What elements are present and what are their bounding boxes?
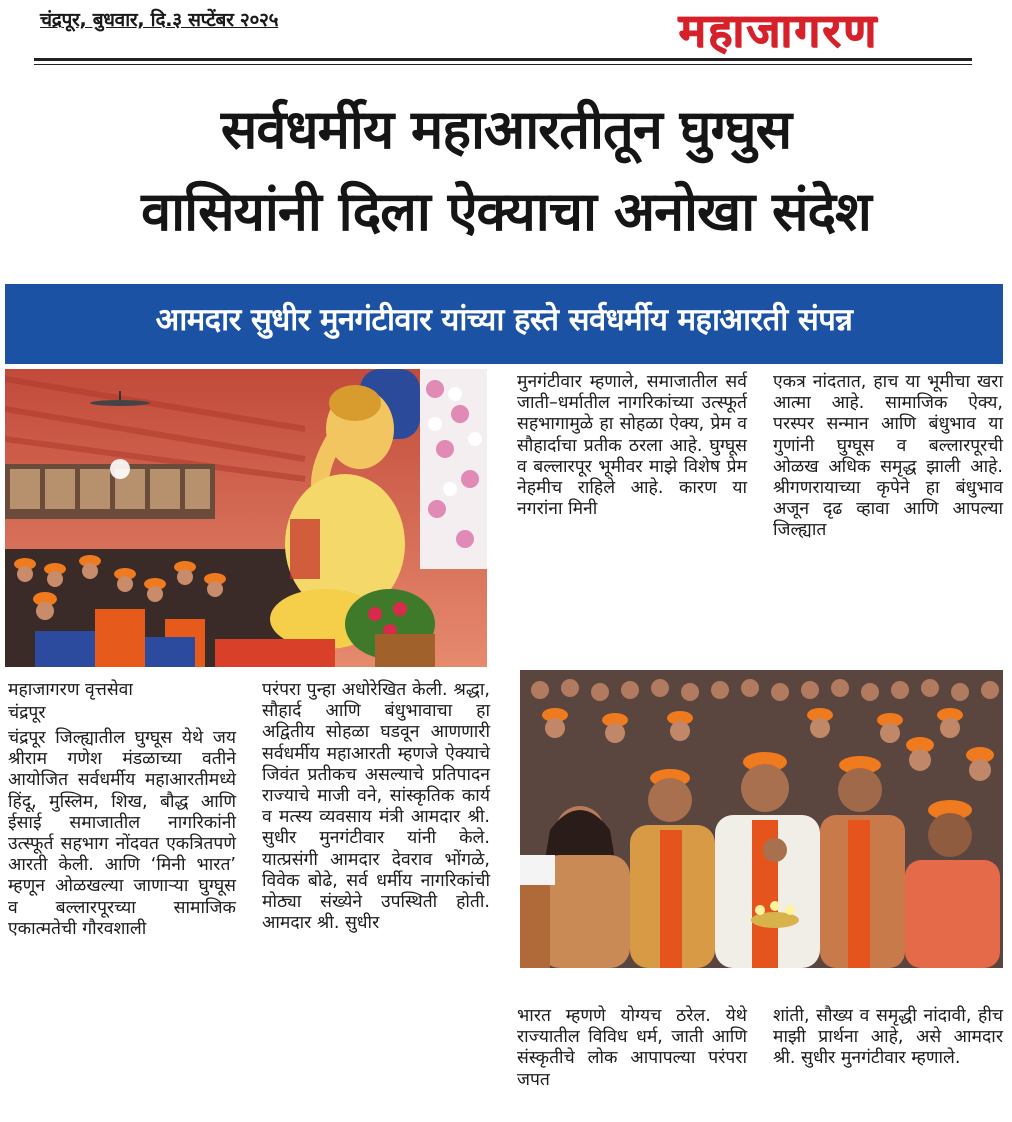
article-column-4-top — [773, 372, 1003, 542]
article-column-4-bottom — [773, 1006, 1003, 1070]
subheadline: आमदार सुधीर मुनगंटीवार यांच्या हस्ते सर्वधर्मीय महाआरती संपन्न — [155, 302, 853, 338]
article-col2-text: परंपरा पुन्हा अधोरेखित केली. श्रद्धा, सौहार्द आणि बंधुभावाचा हा अद्वितीय सोहळा घडवून आणणारी सर्वधर्मीय महाआरती म्हणजे ऐक्याचे जिवंत प्रतीकच असल्याचे प्रतिपादन राज्याचे माजी वने, सांस्कृतिक कार्य व मत्स्य व्यवसाय मंत्री आमदार श्री. सुधीर मुनगंटीवार यांनी केले. यात्प्रसंगी आमदार देवराव भोंगळे, विवेक बोढे, सर्व धर्मीय नागरिकांची मोठ्या संख्येने उपस्थिती होती. आमदार श्री. सुधीर — [262, 680, 490, 934]
headline-line-1: सर्वधर्मीय महाआरतीतून घुग्घुस — [220, 98, 792, 161]
masthead-rule — [34, 58, 972, 61]
article-col4-bottom-text: शांती, सौख्य व समृद्धी नांदावी, हीच माझी प्रार्थना आहे, असे आमदार श्री. सुधीर मुनगंटीवार म्हणाले. — [773, 1006, 1003, 1069]
article-column-2 — [262, 680, 490, 934]
headline-line-2: वासियांनी दिला ऐक्याचा अनोखा संदेश — [141, 180, 871, 243]
article-col3-top-text: मुनगंटीवार म्हणाले, समाजातील सर्व जाती–धर्मातील नागरिकांच्या उत्स्फूर्त सहभागामुळे हा सोहळा ऐक्य, प्रेम व सौहार्दाचा प्रतीक ठरला आहे. घुग्घूस व बल्लारपूर भूमीवर माझे विशेष प्रेम नेहमीच राहिले आहे. कारण या नगरांना मिनी — [517, 372, 747, 520]
photo-ganesh-pandal — [5, 369, 487, 667]
article-column-1 — [8, 728, 236, 940]
article-column-3-top — [517, 372, 747, 520]
article-col3-bottom-text: भारत म्हणणे योग्यच ठरेल. येथे राज्यातील विविध धर्म, जाती आणि संस्कृतीचे लोक आपापल्या परंपरा जपत — [517, 1006, 747, 1090]
aarti-crowd-illustration — [520, 670, 1003, 968]
masthead-rule-thin — [34, 64, 972, 65]
photo-leaders-aarti — [520, 670, 1003, 968]
article-column-3-bottom — [517, 1006, 747, 1091]
byline-agency: महाजागरण वृत्तसेवा — [8, 680, 133, 700]
dateline: चंद्रपूर, बुधवार, दि.३ सप्टेंबर २०२५ — [40, 9, 279, 31]
article-col1-text: चंद्रपूर जिल्ह्यातील घुग्घूस येथे जय श्रीराम गणेश मंडळाच्या वतीने आयोजित सर्वधर्मीय महाआरतीमध्ये हिंदू, मुस्लिम, शिख, बौद्ध आणि ईसाई समाजातील नागरिकांनी उत्स्फूर्त सहभाग नोंदवत एकत्रितपणे आरती केली. आणि ‘मिनी भारत’ म्हणून ओळखल्या जाणाऱ्या घुग्घूस व बल्लारपूरच्या सामाजिक एकात्मतेची गौरवशाली — [8, 728, 236, 939]
article-col4-top-text: एकत्र नांदतात, हाच या भूमीचा खरा आत्मा आहे. सामाजिक ऐक्य, परस्पर सन्मान आणि बंधुभाव या गुणांनी घुग्घूस व बल्लारपूरची ओळख अधिक समृद्ध झाली आहे. श्रीगणरायाच्या कृपेने हा बंधुभाव अजून दृढ व्हावा आणि आपल्या जिल्ह्यात — [773, 372, 1003, 541]
byline-place: चंद्रपूर — [8, 703, 46, 723]
masthead-logo: महाजागरण — [678, 3, 878, 57]
ganesh-pandal-illustration — [5, 369, 487, 667]
